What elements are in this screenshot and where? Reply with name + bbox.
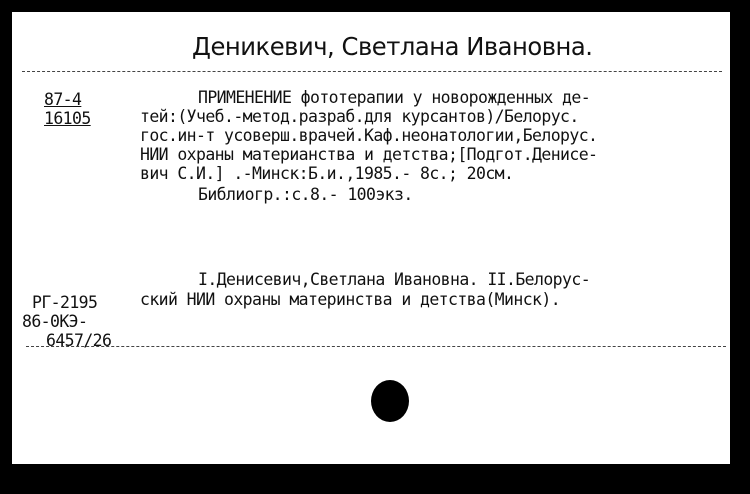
tracing-line-2: ский НИИ охраны материнства и детства(Минск). <box>140 290 561 309</box>
tracing-line-1: I.Денисевич,Светлана Ивановна. II.Белорус- <box>198 270 591 289</box>
footer-rule <box>26 346 726 347</box>
call-number-bottom: 16105 <box>44 109 91 128</box>
punch-hole <box>371 380 409 422</box>
entry-line-6: Библиогр.:с.8.- 100экз. <box>198 185 413 204</box>
call-number-top: 87-4 <box>44 90 82 109</box>
catalog-card <box>12 12 730 464</box>
code-2: 86-0КЭ- <box>22 312 88 331</box>
entry-line-4: НИИ охраны материанства и детства;[Подгот.Денисе- <box>140 145 598 164</box>
entry-line-3: гос.ин-т усоверш.врачей.Каф.неонатологии,Белорус. <box>140 126 598 145</box>
entry-line-5: вич С.И.] .-Минск:Б.и.,1985.- 8с.; 20см. <box>140 164 514 183</box>
heading-rule <box>22 71 722 72</box>
entry-line-1: ПРИМЕНЕНИЕ фототерапии у новорожденных де- <box>198 88 591 107</box>
code-3: 6457/26 <box>46 331 112 350</box>
code-1: РГ-2195 <box>32 293 98 312</box>
handwritten-heading: Деникевич, Светлана Ивановна. <box>192 32 593 61</box>
entry-line-2: тей:(Учеб.-метод.разраб.для курсантов)/Белорус. <box>140 107 579 126</box>
